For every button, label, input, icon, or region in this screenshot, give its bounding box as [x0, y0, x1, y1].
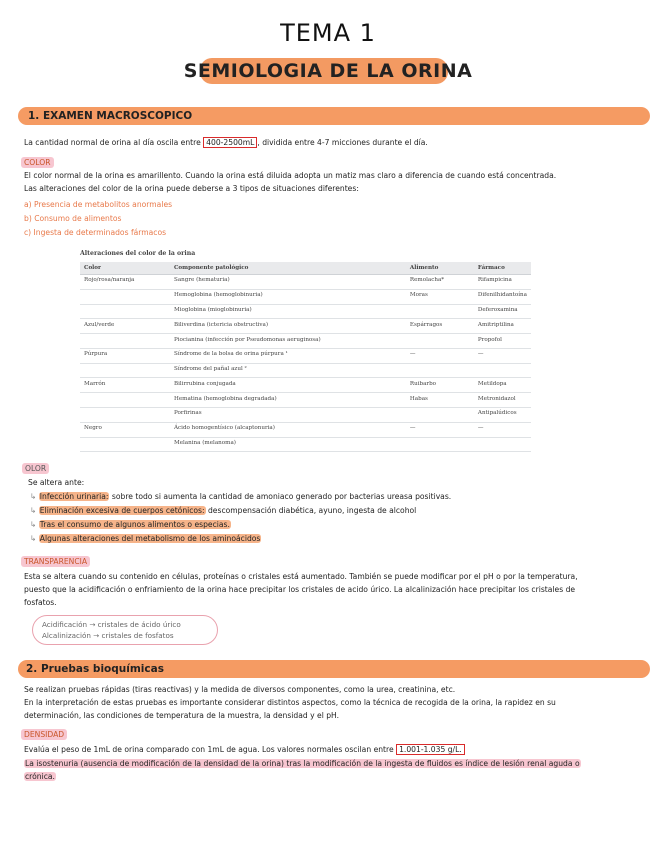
densidad-line [24, 744, 465, 755]
densidad-pre: Evalúa el peso de 1mL de orina comparado con 1mL de agua. Los valores normales oscilan entre [24, 745, 397, 754]
table-cell: Rifampicina [474, 275, 531, 290]
cloud-line-1: Acidificación → cristales de ácido úrico [42, 620, 181, 629]
intro-pre: La cantidad normal de orina al día oscila entre [24, 138, 204, 147]
transparencia-line-3: fosfatos. [24, 598, 57, 607]
th-componente: Componente patológico [170, 262, 406, 275]
olor-item-2-highlight: Eliminación excesiva de cuerpos cetónicos: [39, 506, 205, 515]
table-row [80, 289, 531, 304]
cause-c: c) Ingesta de determinados fármacos [24, 228, 167, 237]
table-cell: Bilirrubina conjugada [170, 378, 406, 393]
table-cell: Azul/verde [80, 319, 170, 334]
table-cell: Ácido homogentísico (alcaptonuria) [170, 422, 406, 437]
color-line-2: Las alteraciones del color de la orina puede deberse a 3 tipos de situaciones diferentes: [24, 184, 359, 193]
table-cell: — [406, 422, 474, 437]
color-table-wrap [80, 262, 531, 452]
olor-item-1 [30, 491, 451, 502]
table-cell: Negro [80, 422, 170, 437]
table-cell: Habas [406, 393, 474, 408]
table-row [80, 422, 531, 437]
olor-item-3-highlight: Tras el consumo de algunos alimentos o especias. [39, 520, 230, 529]
table-cell: Púrpura [80, 348, 170, 363]
tema-heading: TEMA 1 [280, 19, 376, 47]
table-cell [80, 334, 170, 349]
table-cell [474, 363, 531, 378]
table-cell: Síndrome del pañal azul ² [170, 363, 406, 378]
table-row [80, 319, 531, 334]
table-row [80, 334, 531, 349]
table-cell: Biliverdina (ictericia obstructiva) [170, 319, 406, 334]
olor-intro: Se altera ante: [28, 478, 85, 487]
table-cell [80, 304, 170, 319]
table-cell: Síndrome de la bolsa de orina púrpura ¹ [170, 348, 406, 363]
table-cell [80, 437, 170, 452]
table-cell: Remolacha* [406, 275, 474, 290]
table-cell: Piocianina (infección por Pseudomonas aeruginosa) [170, 334, 406, 349]
densidad-label: DENSIDAD [21, 729, 67, 740]
table-cell [80, 363, 170, 378]
table-cell: Deferoxamina [474, 304, 531, 319]
isostenuria-text: La isostenuria (ausencia de modificación de la densidad de la orina) tras la modificación de la ingesta de fluidos es índice de lesión renal aguda o [25, 759, 580, 768]
color-label: COLOR [21, 157, 54, 168]
table-cell: Amitriptilina [474, 319, 531, 334]
arrow-icon: ↳ [30, 506, 37, 515]
intro-post: , dividida entre 4-7 micciones durante el día. [257, 138, 428, 147]
transparencia-label: TRANSPARENCIA [21, 556, 90, 567]
table-row [80, 304, 531, 319]
table-cell: Marrón [80, 378, 170, 393]
olor-item-1-highlight: Infección urinaria: [39, 492, 109, 501]
table-row [80, 408, 531, 423]
transparencia-line-1: Esta se altera cuando su contenido en células, proteínas o cristales está aumentado. También se puede modificar por el pH o por la temperatura, [24, 572, 578, 581]
arrow-icon: ↳ [30, 534, 37, 543]
intro-volume-box: 400-2500mL [203, 137, 257, 148]
olor-item-1-rest: sobre todo si aumenta la cantidad de amoniaco generado por bacterias ureasa positivas. [109, 492, 452, 501]
table-cell [406, 363, 474, 378]
table-row [80, 437, 531, 452]
table-cell: Metronidazol [474, 393, 531, 408]
table-row [80, 378, 531, 393]
section-1-title: 1. EXAMEN MACROSCOPICO [28, 110, 193, 122]
table-cell [80, 408, 170, 423]
arrow-icon: ↳ [30, 520, 37, 529]
th-alimento: Alimento [406, 262, 474, 275]
th-farmaco: Fármaco [474, 262, 531, 275]
table-cell [406, 304, 474, 319]
table-cell: Hemoglobina (hemoglobinuria) [170, 289, 406, 304]
table-cell: Mioglobina (mioglobinuria) [170, 304, 406, 319]
isostenuria-text-2: crónica. [25, 772, 55, 781]
table-cell: Hematina (hemoglobina degradada) [170, 393, 406, 408]
table-cell: Porfirinas [170, 408, 406, 423]
table-cell: Ruibarbo [406, 378, 474, 393]
table-cell: — [474, 348, 531, 363]
color-table [80, 262, 531, 452]
table-cell: — [474, 422, 531, 437]
bioquimica-line-1: Se realizan pruebas rápidas (tiras reactivas) y la medida de diversos componentes, como la urea, creatinina, etc. [24, 685, 456, 694]
cloud-line-2: Alcalinización → cristales de fosfatos [42, 631, 174, 640]
table-row [80, 363, 531, 378]
cause-a: a) Presencia de metabolitos anormales [24, 200, 173, 209]
olor-item-4 [30, 533, 261, 544]
table-cell [406, 437, 474, 452]
olor-item-3 [30, 519, 231, 530]
table-caption: Alteraciones del color de la orina [80, 250, 196, 257]
olor-label: OLOR [22, 463, 49, 474]
table-cell [406, 334, 474, 349]
table-cell: Rojo/rosa/naranja [80, 275, 170, 290]
bioquimica-line-2: En la interpretación de estas pruebas es importante considerar distintos aspectos, como la técnica de recogida de la orina, la rapidez en su [24, 698, 556, 707]
table-cell [406, 408, 474, 423]
table-cell: Melanina (melanoma) [170, 437, 406, 452]
table-cell: Metildopa [474, 378, 531, 393]
arrow-icon: ↳ [30, 492, 37, 501]
table-cell: Antipalúdicos [474, 408, 531, 423]
table-cell: Difenilhidantoína [474, 289, 531, 304]
page-title: SEMIOLOGIA DE LA ORINA [183, 60, 473, 82]
table-row [80, 275, 531, 290]
olor-item-4-highlight: Algunas alteraciones del metabolismo de los aminoácidos [39, 534, 261, 543]
cause-b: b) Consumo de alimentos [24, 214, 122, 223]
table-row [80, 348, 531, 363]
table-cell [474, 437, 531, 452]
table-row [80, 393, 531, 408]
bioquimica-line-3: determinación, las condiciones de temperatura de la muestra, la densidad y el pH. [24, 711, 340, 720]
isostenuria-line-2 [24, 771, 56, 782]
table-cell: Moras [406, 289, 474, 304]
table-cell: Propofol [474, 334, 531, 349]
transparencia-line-2: puesto que la acidificación o enfriamiento de la orina hace precipitar los cristales de acido úrico. La alcalinización hace precipitar los cristales de [24, 585, 576, 594]
table-cell: Sangre (hematuria) [170, 275, 406, 290]
table-cell [80, 393, 170, 408]
table-cell [80, 289, 170, 304]
table-cell: Espárragos [406, 319, 474, 334]
th-color: Color [80, 262, 170, 275]
isostenuria-line-1 [24, 758, 581, 769]
section-2-title: 2. Pruebas bioquímicas [26, 663, 164, 675]
color-line-1: El color normal de la orina es amarillento. Cuando la orina está diluida adopta un matiz mas claro a diferencia de cuando está concentrada. [24, 171, 557, 180]
olor-item-2-rest: descompensación diabética, ayuno, ingesta de alcohol [205, 506, 417, 515]
table-cell: — [406, 348, 474, 363]
intro-line [24, 137, 428, 148]
olor-item-2 [30, 505, 416, 516]
densidad-range-box: 1.001-1.035 g/L. [396, 744, 465, 755]
table-header-row [80, 262, 531, 275]
